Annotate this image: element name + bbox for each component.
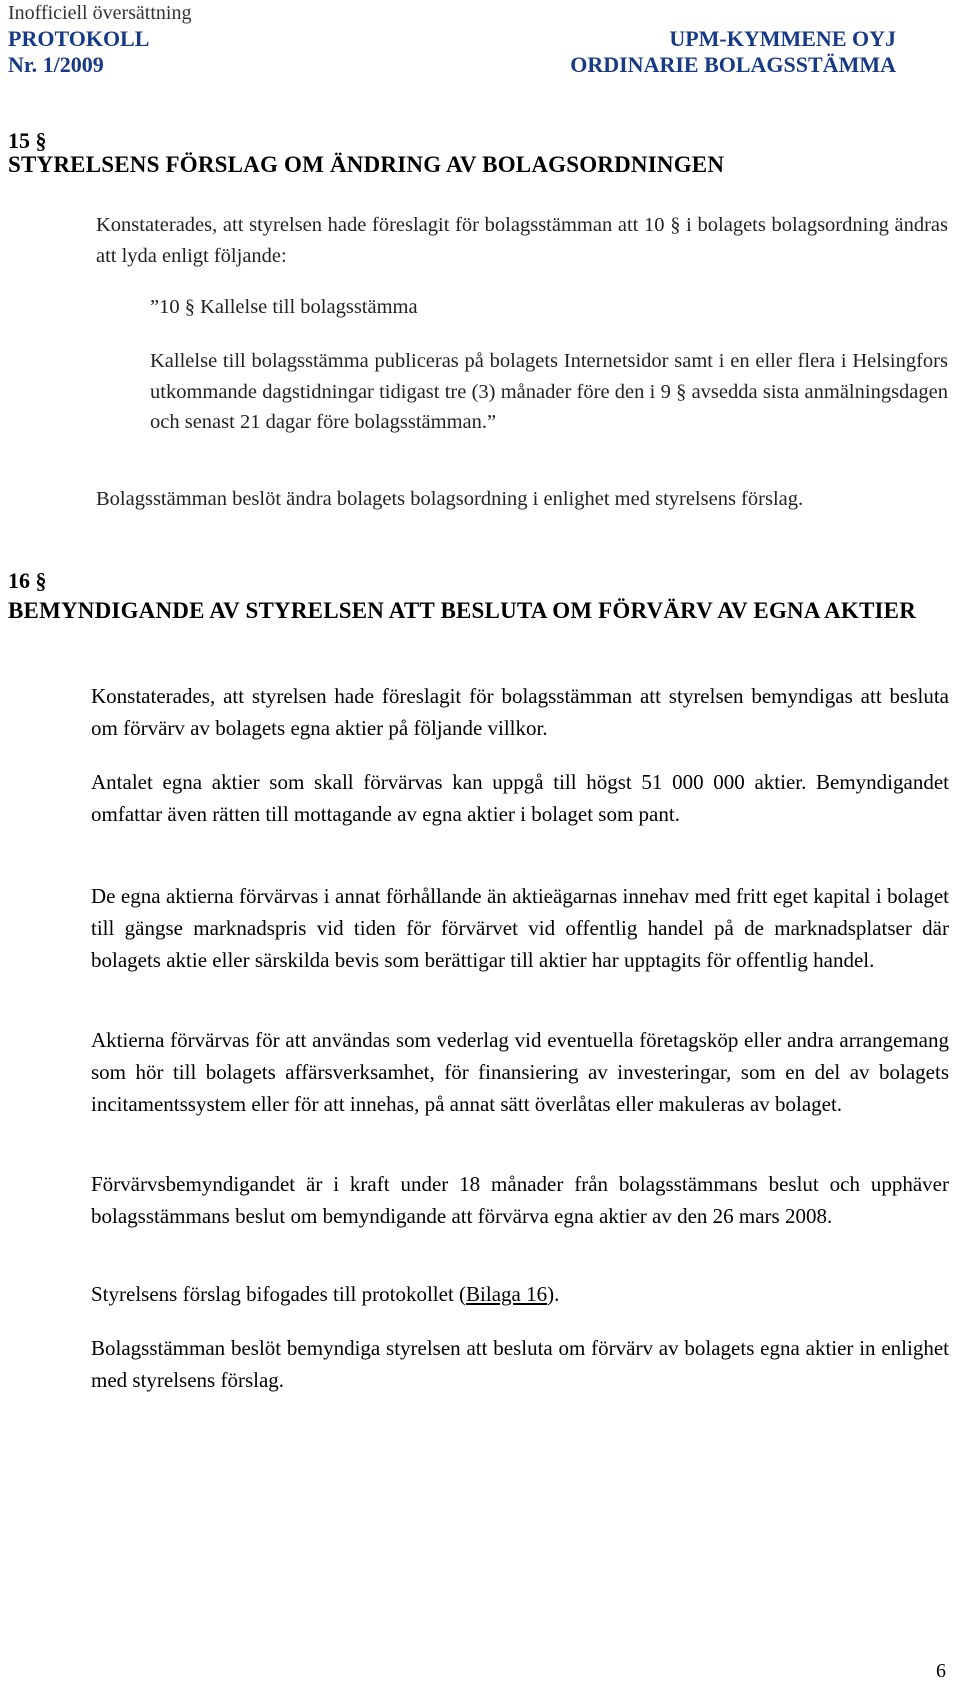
header-company: UPM-KYMMENE OYJ bbox=[669, 26, 896, 51]
header-protocol: PROTOKOLL bbox=[8, 26, 150, 51]
attachment-sentence-end: ). bbox=[547, 1282, 560, 1306]
section-16-paragraph-5: Förvärvsbemyndigandet är i kraft under 18 månader från bolagsstämmans beslut och upphäver bolagsstämmans beslut om bemyndigande att förvärva egna aktier av den 26 mars 2008. bbox=[91, 1172, 949, 1228]
attachment-sentence: Styrelsens förslag bifogades till protokollet ( bbox=[91, 1282, 467, 1306]
quote-body: Kallelse till bolagsstämma publiceras på bolagets Internetsidor samt i en eller flera i Helsingfors utkommande dagstidningar tidigast tre (3) månader före den i 9 § avsedda sista anmälningsdagen och senast 21 dagar före bolagsstämman.” bbox=[150, 350, 948, 433]
page-number: 6 bbox=[936, 1660, 946, 1682]
section-16-paragraph-6 bbox=[91, 1278, 949, 1310]
attachment-link[interactable]: Bilaga 16 bbox=[466, 1282, 548, 1306]
unofficial-translation-note: Inofficiell översättning bbox=[8, 2, 192, 24]
quote-heading: ”10 § Kallelse till bolagsstämma bbox=[150, 296, 418, 318]
section-15-decision: Bolagsstämman beslöt ändra bolagets bolagsordning i enlighet med styrelsens förslag. bbox=[96, 488, 804, 510]
header-number: Nr. 1/2009 bbox=[8, 52, 104, 77]
section-15-intro: Konstaterades, att styrelsen hade föreslagit för bolagsstämman att 10 § i bolagets bolagsordning ändras att lyda enligt följande: bbox=[96, 214, 948, 267]
section-15-number: 15 § bbox=[8, 128, 47, 153]
header-meeting: ORDINARIE BOLAGSSTÄMMA bbox=[570, 52, 896, 77]
section-16-paragraph-2: Antalet egna aktier som skall förvärvas kan uppgå till högst 51 000 000 aktier. Bemyndigandet omfattar även rätten till mottagande av egna aktier i bolaget som pant. bbox=[91, 770, 949, 826]
section-16-paragraph-7: Bolagsstämman beslöt bemyndiga styrelsen att besluta om förvärv av bolagets egna aktier in enlighet med styrelsens förslag. bbox=[91, 1336, 949, 1392]
section-16-title: BEMYNDIGANDE AV STYRELSEN ATT BESLUTA OM FÖRVÄRV AV EGNA AKTIER bbox=[8, 598, 917, 623]
section-16-paragraph-1: Konstaterades, att styrelsen hade föreslagit för bolagsstämman att styrelsen bemyndigas att besluta om förvärv av bolagets egna aktier på följande villkor. bbox=[91, 684, 949, 740]
section-16-paragraph-3: De egna aktierna förvärvas i annat förhållande än aktieägarnas innehav med fritt eget kapital i bolaget till gängse marknadspris vid tiden för förvärvet vid offentlig handel på de marknadsplatser där bolagets aktie eller särskilda bevis som berättigar till aktier har upptagits för offentlig handel. bbox=[91, 884, 949, 972]
section-16-paragraph-4: Aktierna förvärvas för att användas som vederlag vid eventuella företagsköp eller andra arrangemang som hör till bolagets affärsverksamhet, för finansiering av investeringar, som en del av bolagets incitamentssystem eller för att innehas, på annat sätt överlåtas eller makuleras av bolaget. bbox=[91, 1028, 949, 1116]
section-16-number: 16 § bbox=[8, 568, 47, 593]
section-15-title: STYRELSENS FÖRSLAG OM ÄNDRING AV BOLAGSORDNINGEN bbox=[8, 152, 725, 177]
